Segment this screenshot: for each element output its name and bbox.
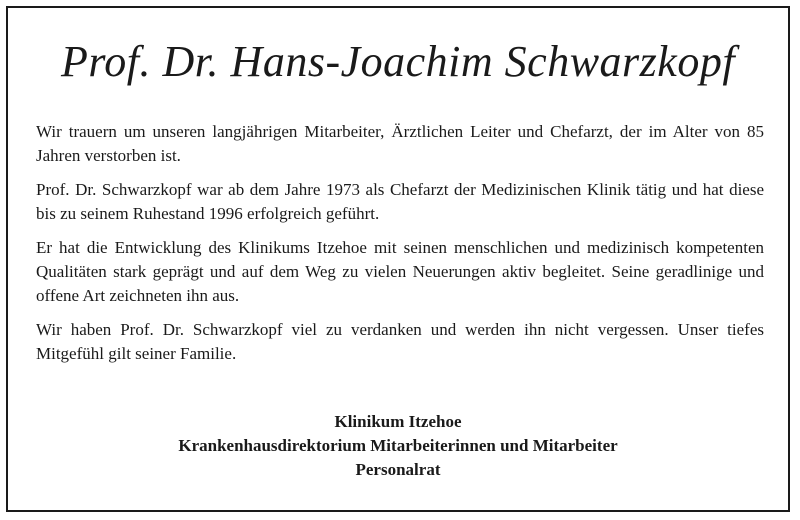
notice-body [36,120,764,376]
signature-directorate: Krankenhausdirektorium Mitarbeiterinnen und Mitarbeiter [178,436,618,455]
deceased-name: Prof. Dr. Hans-Joachim Schwarzkopf [60,37,736,86]
signature-organization: Klinikum Itzehoe [334,412,462,431]
paragraph-condolence: Wir haben Prof. Dr. Schwarzkopf viel zu verdanken und werden ihn nicht vergessen. Unser tiefes Mitgefühl gilt seiner Familie. [36,320,764,363]
obituary-notice [6,6,790,512]
signature-block [8,410,788,482]
paragraph-legacy: Er hat die Entwicklung des Klinikums Itzehoe mit seinen menschlichen und medizinisch kompetenten Qualitäten stark geprägt und auf dem Weg zu vielen Neuerungen aktiv begleitet. Seine geradlinige und offene Art zeichneten ihn aus. [36,238,764,305]
signature-council: Personalrat [355,460,441,479]
paragraph-mourning: Wir trauern um unseren langjährigen Mitarbeiter, Ärztlichen Leiter und Chefarzt, der im Alter von 85 Jahren verstorben ist. [36,122,764,165]
paragraph-career: Prof. Dr. Schwarzkopf war ab dem Jahre 1973 als Chefarzt der Medizinischen Klinik tätig und hat diese bis zu seinem Ruhestand 1996 erfolgreich geführt. [36,180,764,223]
